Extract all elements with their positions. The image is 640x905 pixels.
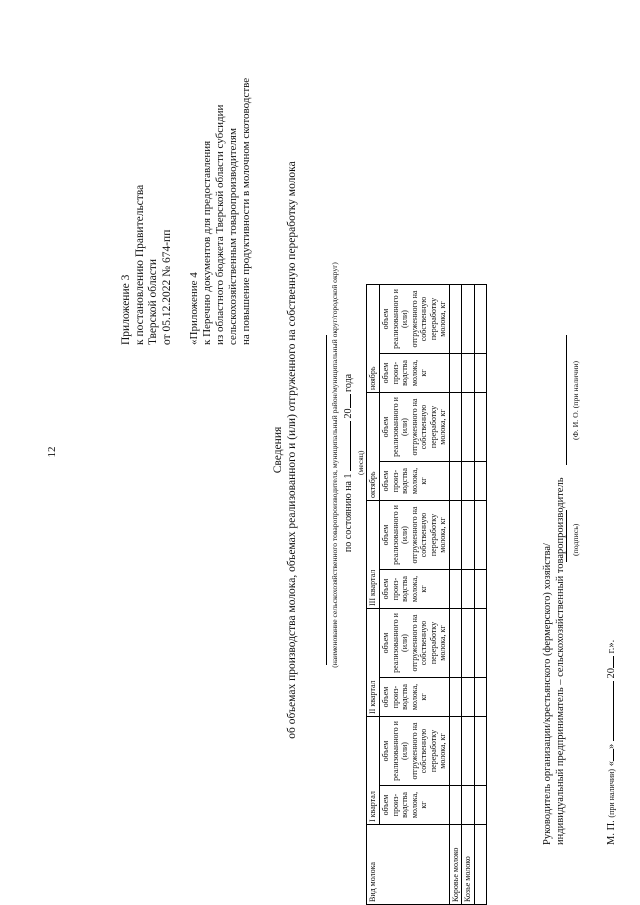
data-cell[interactable] <box>462 570 475 609</box>
signature-line-1: Руководитель организации/крестьянского (фермерского) хозяйства/ <box>542 543 553 845</box>
appendix-line: от 05.12.2022 № 674-пп <box>160 229 173 345</box>
group-header-q2: II квартал <box>367 609 380 717</box>
annex-line: сельскохозяйственным товаропроизводителям <box>227 128 239 345</box>
table-column-header-row <box>380 285 450 905</box>
month-caption: (месяц) <box>356 450 365 475</box>
table-row <box>474 285 486 905</box>
month-field[interactable] <box>350 421 351 471</box>
date-open-quote: « <box>606 761 617 767</box>
signature-caption: (подпись) <box>571 523 580 556</box>
signature-block <box>542 478 567 846</box>
title-line: Сведения <box>272 426 284 474</box>
data-cell[interactable] <box>462 462 475 501</box>
appendix-line: Приложение 3 <box>120 274 132 345</box>
data-cell[interactable] <box>462 285 475 354</box>
milk-statistics-table <box>366 284 487 905</box>
year-prefix: 20 <box>343 408 354 419</box>
data-cell[interactable] <box>474 609 486 678</box>
row-label-empty <box>474 825 486 905</box>
month-field[interactable] <box>613 681 614 741</box>
data-cell[interactable] <box>474 393 486 462</box>
stamp-note: (при наличии) <box>607 768 616 818</box>
data-cell[interactable] <box>474 501 486 570</box>
stamp-label: М. П. <box>606 820 617 845</box>
data-cell[interactable] <box>462 717 475 786</box>
year-field[interactable] <box>613 656 614 668</box>
group-header-november: ноябрь <box>367 285 380 393</box>
data-cell[interactable] <box>462 786 475 825</box>
row-label-goat-milk: Козье молоко <box>462 825 475 905</box>
data-cell[interactable] <box>449 609 462 678</box>
column-header-production: объем произ-водства молока, кг <box>380 678 450 717</box>
full-name-field[interactable] <box>566 335 567 465</box>
table-row <box>462 285 475 905</box>
title-line: об объемах производства молока, объемах реализованного и (или) отгруженного на собственную переработку молока <box>285 161 298 739</box>
date-year-prefix: 20 <box>606 668 617 679</box>
appendix-line: к постановлению Правительства <box>133 184 146 345</box>
data-cell[interactable] <box>474 786 486 825</box>
full-name-caption: (Ф. И. О. (при наличии) <box>571 360 580 440</box>
data-cell[interactable] <box>462 501 475 570</box>
column-header-sold: объем реализованного и (или) отгруженного на собственную переработку молока, кг <box>380 393 450 462</box>
group-header-q3: III квартал <box>367 501 380 609</box>
year-field[interactable] <box>350 395 351 409</box>
appendix-line: Тверской области <box>147 259 159 345</box>
data-cell[interactable] <box>474 354 486 393</box>
data-cell[interactable] <box>449 285 462 354</box>
data-cell[interactable] <box>474 462 486 501</box>
group-header-q1: I квартал <box>367 717 380 825</box>
annex-block <box>188 78 253 345</box>
document-title <box>272 55 299 845</box>
day-field[interactable] <box>613 749 614 761</box>
data-cell[interactable] <box>462 678 475 717</box>
annex-line: из областного бюджета Тверской области субсидии <box>214 104 226 345</box>
annex-line: «Приложение 4 <box>188 272 200 345</box>
data-cell[interactable] <box>474 570 486 609</box>
annex-line: к Перечню документов для предоставления <box>201 140 213 345</box>
group-header-october: октябрь <box>367 393 380 501</box>
data-cell[interactable] <box>474 717 486 786</box>
data-cell[interactable] <box>449 786 462 825</box>
annex-line: на повышение продуктивности в молочном скотоводстве <box>240 77 252 345</box>
column-header-production: объем произ-водства молока, кг <box>380 786 450 825</box>
column-header-production: объем произ-водства молока, кг <box>380 570 450 609</box>
data-cell[interactable] <box>449 570 462 609</box>
signature-field[interactable] <box>566 510 567 562</box>
column-header-sold: объем реализованного и (или) отгруженного на собственную переработку молока, кг <box>380 285 450 354</box>
data-cell[interactable] <box>462 609 475 678</box>
data-cell[interactable] <box>474 678 486 717</box>
data-cell[interactable] <box>462 354 475 393</box>
date-year-suffix: г.». <box>606 639 617 654</box>
signature-line-2: индивидуальный предприниматель – сельскохозяйственный товаропроизводитель <box>554 477 566 845</box>
data-cell[interactable] <box>449 501 462 570</box>
data-cell[interactable] <box>449 462 462 501</box>
page-number: 12 <box>46 446 58 458</box>
table-row <box>449 285 462 905</box>
data-cell[interactable] <box>449 393 462 462</box>
stamp-date-row <box>606 640 617 845</box>
organization-caption: (наименование сельскохозяйственного товаропроизводителя, муниципальный район/муниципальный округ/городской округ) <box>330 262 339 668</box>
data-cell[interactable] <box>449 678 462 717</box>
as-of-date-row <box>343 283 354 643</box>
column-header-production: объем произ-водства молока, кг <box>380 354 450 393</box>
data-cell[interactable] <box>449 717 462 786</box>
as-of-prefix: по состоянию на 1 <box>343 473 354 553</box>
column-header-sold: объем реализованного и (или) отгруженного на собственную переработку молока, кг <box>380 609 450 678</box>
row-header-cell: Вид молока <box>367 825 450 905</box>
row-label-cow-milk: Коровье молоко <box>449 825 462 905</box>
organization-name-line[interactable] <box>326 335 327 665</box>
data-cell[interactable] <box>474 285 486 354</box>
column-header-production: объем произ-водства молока, кг <box>380 462 450 501</box>
table-group-header-row <box>367 285 380 905</box>
appendix-block <box>120 185 174 345</box>
year-suffix: года <box>343 373 354 392</box>
data-cell[interactable] <box>462 393 475 462</box>
column-header-sold: объем реализованного и (или) отгруженного на собственную переработку молока, кг <box>380 717 450 786</box>
column-header-sold: объем реализованного и (или) отгруженного на собственную переработку молока, кг <box>380 501 450 570</box>
date-close-quote: » <box>606 743 617 750</box>
data-cell[interactable] <box>449 354 462 393</box>
